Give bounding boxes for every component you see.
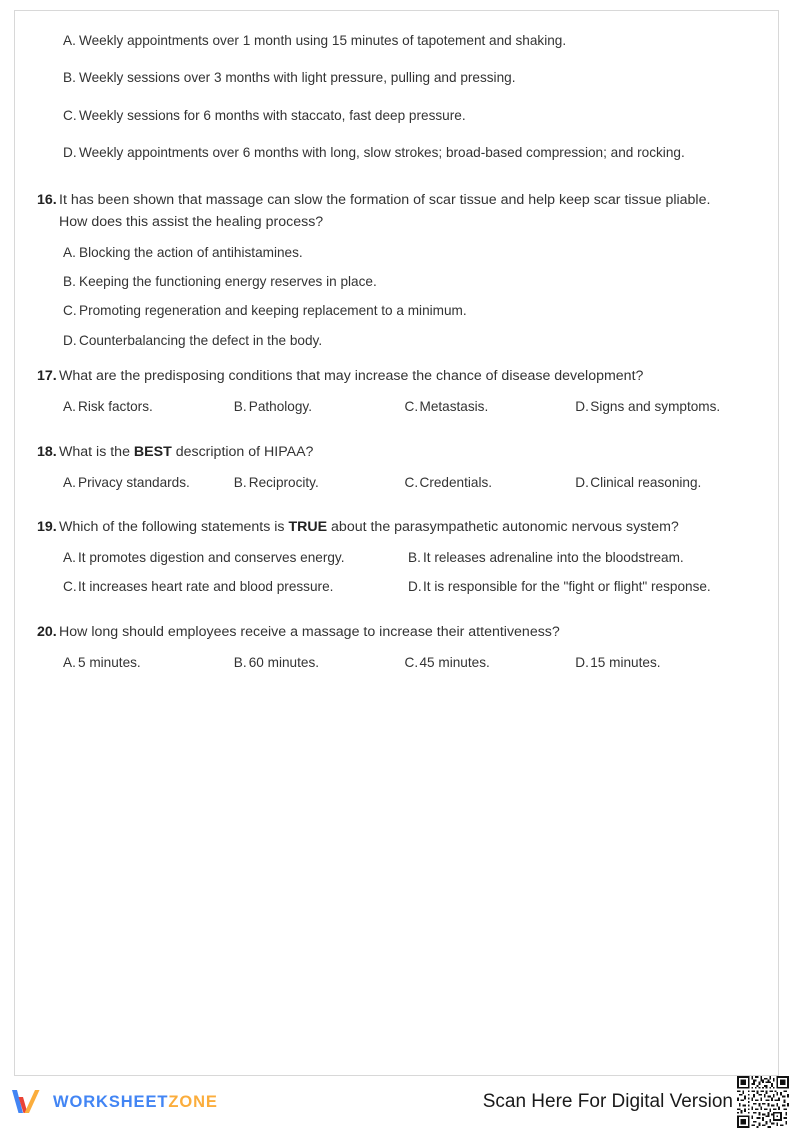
scan-here-label: Scan Here For Digital Version <box>482 1091 733 1112</box>
option-letter: B. <box>63 273 76 289</box>
option-list <box>33 473 760 502</box>
page-footer <box>0 1082 793 1122</box>
option-list <box>33 653 760 682</box>
answer-option[interactable] <box>63 548 408 568</box>
question-block <box>33 365 760 426</box>
logo-word-worksheet: WORKSHEET <box>53 1092 169 1111</box>
answer-option[interactable] <box>234 397 405 417</box>
question-number: 18. <box>37 443 57 460</box>
option-letter: A. <box>63 244 76 260</box>
option-text: 60 minutes. <box>248 654 320 670</box>
option-text: Reciprocity. <box>248 474 319 490</box>
option-list <box>33 548 760 607</box>
logo-wordmark <box>53 1093 218 1112</box>
answer-option[interactable] <box>405 473 576 493</box>
question-text: It has been shown that massage can slow the formation of scar tissue and help keep scar tissue pliable. How does this assist the healing process? <box>59 191 711 230</box>
option-text: Pathology. <box>248 399 312 415</box>
question-block <box>33 516 760 607</box>
question-block <box>33 189 760 352</box>
question-list <box>33 189 760 683</box>
option-text: Signs and symptoms. <box>590 399 721 415</box>
question-number: 20. <box>37 623 57 640</box>
option-letter: A. <box>63 399 76 415</box>
answer-option[interactable] <box>33 243 760 263</box>
option-text: Credentials. <box>419 474 493 490</box>
answer-option[interactable] <box>408 577 753 597</box>
answer-option[interactable] <box>63 473 234 493</box>
question-text: Which of the following statements is TRUE about the parasympathetic autonomic nervous system? <box>59 518 679 535</box>
option-letter: D. <box>575 654 589 670</box>
answer-option[interactable] <box>33 331 760 351</box>
option-text: Metastasis. <box>419 399 489 415</box>
answer-option[interactable] <box>575 397 746 417</box>
option-list <box>33 397 760 426</box>
answer-option[interactable] <box>234 653 405 673</box>
question-text: How long should employees receive a massage to increase their attentiveness? <box>59 623 560 640</box>
worksheet-page <box>14 10 779 1076</box>
question-line <box>33 189 760 233</box>
answer-option[interactable] <box>405 397 576 417</box>
option-letter: A. <box>63 654 76 670</box>
option-letter: D. <box>575 399 589 415</box>
answer-option[interactable] <box>63 653 234 673</box>
option-text: Weekly appointments over 6 months with long, slow strokes; broad-based compression; and rocking. <box>79 145 685 161</box>
option-text: 45 minutes. <box>419 654 490 670</box>
question-number: 17. <box>37 368 57 385</box>
option-letter: C. <box>63 107 77 123</box>
question-block <box>33 621 760 682</box>
answer-option[interactable] <box>33 272 760 292</box>
option-letter: C. <box>404 654 419 670</box>
option-letter: B. <box>233 474 247 490</box>
option-letter: C. <box>63 303 77 319</box>
answer-option[interactable] <box>575 653 746 673</box>
page-content <box>15 11 778 682</box>
answer-option[interactable] <box>408 548 753 568</box>
answer-option[interactable] <box>33 143 760 163</box>
answer-option[interactable] <box>33 31 760 51</box>
option-letter: A. <box>63 474 76 490</box>
question-text: What is the BEST description of HIPAA? <box>59 443 314 460</box>
option-letter: C. <box>404 474 419 490</box>
answer-option[interactable] <box>405 653 576 673</box>
option-text: It increases heart rate and blood pressure. <box>78 579 334 595</box>
answer-option[interactable] <box>33 68 760 88</box>
option-text: Blocking the action of antihistamines. <box>79 244 303 260</box>
worksheet-zone-logo[interactable] <box>10 1088 218 1116</box>
question-line <box>33 621 760 643</box>
option-letter: D. <box>408 579 422 595</box>
option-text: Weekly appointments over 1 month using 15 minutes of tapotement and shaking. <box>79 33 567 48</box>
question-number: 16. <box>37 191 57 208</box>
option-text: Risk factors. <box>78 399 153 415</box>
question-line <box>33 441 760 463</box>
answer-option[interactable] <box>63 577 408 597</box>
option-letter: D. <box>63 145 77 161</box>
question-number: 19. <box>37 518 57 535</box>
option-text: 15 minutes. <box>590 654 661 670</box>
question-line <box>33 365 760 387</box>
option-letter: C. <box>63 579 77 595</box>
answer-option[interactable] <box>575 473 746 493</box>
option-list <box>33 243 760 352</box>
answer-option[interactable] <box>33 106 760 126</box>
option-letter: C. <box>404 399 419 415</box>
option-text: Counterbalancing the defect in the body. <box>79 332 323 348</box>
option-text: Weekly sessions over 3 months with light pressure, pulling and pressing. <box>79 70 516 86</box>
option-letter: A. <box>63 549 76 565</box>
question-text: What are the predisposing conditions that may increase the chance of disease development? <box>59 368 644 385</box>
question-block <box>33 441 760 502</box>
option-text: It promotes digestion and conserves energy. <box>78 549 345 565</box>
option-letter: D. <box>575 474 589 490</box>
option-letter: B. <box>408 549 421 565</box>
option-letter: B. <box>233 399 247 415</box>
lead-option-list <box>33 25 760 164</box>
option-text: It is responsible for the "fight or flight" response. <box>423 579 711 595</box>
qr-code-icon[interactable] <box>737 1076 789 1128</box>
option-text: Promoting regeneration and keeping replacement to a minimum. <box>79 303 467 319</box>
answer-option[interactable] <box>234 473 405 493</box>
question-line <box>33 516 760 538</box>
option-text: It releases adrenaline into the bloodstream. <box>423 549 684 565</box>
worksheet-zone-w-mark-icon <box>10 1088 46 1116</box>
option-letter: D. <box>63 332 77 348</box>
option-text: Weekly sessions for 6 months with staccato, fast deep pressure. <box>79 107 466 123</box>
answer-option[interactable] <box>63 397 234 417</box>
logo-word-zone: ZONE <box>168 1092 218 1111</box>
option-text: Privacy standards. <box>78 474 190 490</box>
option-letter: B. <box>233 654 247 670</box>
option-letter: B. <box>63 70 76 86</box>
option-letter: A. <box>63 33 76 48</box>
answer-option[interactable] <box>33 301 760 321</box>
option-text: Keeping the functioning energy reserves in place. <box>79 273 377 289</box>
option-text: 5 minutes. <box>78 654 141 670</box>
option-text: Clinical reasoning. <box>590 474 702 490</box>
